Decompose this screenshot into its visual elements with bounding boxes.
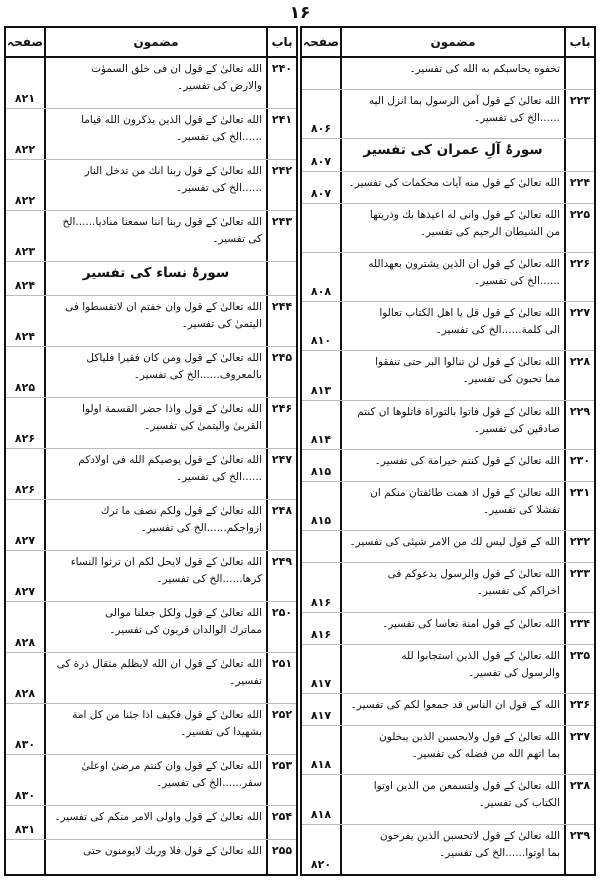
topic-text (340, 825, 564, 874)
topic-line: الله تعالیٰ كے قول ان الله لايظلم مثقال ذرة كی (56, 658, 262, 670)
page-ref: ۸۲۶ (14, 432, 36, 445)
topic-text (340, 726, 564, 774)
chapter-number: ۲۳۰ (564, 450, 594, 481)
page-ref: ۸۲۲ (14, 143, 36, 156)
topic-line: الله تعالیٰ كے قول والرسول يدعوكم فی (387, 568, 560, 581)
page-ref: ۸۰۷ (310, 154, 332, 168)
chapter-number: ۲۵۱ (266, 653, 296, 703)
page-ref: ۸۱۵ (310, 514, 332, 528)
topic-line: الله تعالیٰ كے قول واذا حضر القسمة اولوا (82, 403, 262, 415)
index-row (302, 775, 594, 824)
topic-line: الله تعالیٰ كے قول الذين يذكرون الله قياما (81, 114, 262, 126)
header-topic: مضمون (44, 28, 266, 56)
chapter-number: ۲۴۳ (266, 211, 296, 261)
topic-text (44, 109, 266, 159)
topic-line: سورۂ نساء كی تفسير (82, 265, 230, 281)
topic-line: الله تعالیٰ كے قول اذ همت طائفتان منكم ان (370, 487, 560, 500)
index-row (302, 694, 594, 726)
chapter-number: ۲۴۷ (266, 449, 296, 499)
page-ref: ۸۲۷ (14, 534, 36, 547)
index-row (302, 401, 594, 450)
page-ref (6, 840, 44, 874)
page-ref: ۸۱۵ (310, 465, 332, 479)
topic-text (44, 806, 266, 839)
chapter-number: ۲۴۹ (266, 551, 296, 601)
chapter-number: ۲۲۵ (564, 204, 594, 252)
topic-line: الله تعالیٰ كے قول وانی له اعيذها بك وذريتها (369, 208, 560, 221)
index-row (302, 726, 594, 775)
page-ref: ۸۱۷ (310, 677, 332, 691)
topic-line: مماترك الوالدان قربون كی تفسير۔ (109, 624, 262, 636)
topic-text (340, 694, 564, 725)
chapter-number: ۲۳۹ (564, 825, 594, 874)
topic-text (340, 302, 564, 350)
page-ref: ۸۳۱ (14, 823, 36, 836)
chapter-number: ۲۵۴ (266, 806, 296, 839)
index-row (6, 602, 296, 653)
index-row (6, 211, 296, 262)
chapter-number: ۲۳۶ (564, 694, 594, 725)
chapter-number (266, 262, 296, 295)
page-ref: ۸۳۰ (14, 789, 36, 802)
index-row (302, 482, 594, 531)
index-row (6, 58, 296, 109)
topic-text (340, 90, 564, 138)
chapter-number: ۲۵۳ (266, 755, 296, 805)
topic-line: بما اتهم الله من فضله كی تفسير۔ (411, 748, 560, 761)
topic-line: الله تعالیٰ كے قول فاتوا بالتوراة فاتلوها ان كنتم (357, 405, 560, 418)
index-row (302, 253, 594, 302)
chapter-number: ۲۴۵ (266, 347, 296, 397)
index-row (6, 296, 296, 347)
topic-text (340, 253, 564, 301)
topic-line: الله تعالیٰ كے قول واولی الامر منكم كی تفسير۔ (54, 811, 262, 823)
index-row (6, 653, 296, 704)
left-index-panel (4, 26, 298, 876)
topic-line: تفسير۔ (229, 675, 262, 687)
topic-line: سورۂ آلِ عمران كی تفسير (363, 142, 543, 159)
surah-heading-row (6, 262, 296, 296)
topic-line: والارض كی تفسير۔ (177, 80, 262, 92)
chapter-number: ۲۲۷ (564, 302, 594, 350)
topic-line: ......الخ كی تفسير۔ (473, 275, 560, 288)
index-row (6, 347, 296, 398)
chapter-number: ۲۲۳ (564, 90, 594, 138)
index-row (6, 551, 296, 602)
header-topic: مضمون (340, 28, 564, 56)
index-row (302, 825, 594, 874)
topic-text (44, 704, 266, 754)
topic-line: الله كے قول ان الناس قد جمعوا لكم كی تفسير۔ (350, 699, 560, 712)
page-ref: ۸۱۸ (310, 807, 332, 821)
index-row (302, 90, 594, 139)
page-ref (302, 204, 340, 252)
page-ref: ۸۲۵ (14, 381, 36, 394)
page-ref: ۸۲۱ (14, 92, 36, 105)
topic-line: بما اوتوا......الخ كی تفسير۔ (439, 846, 560, 859)
page-ref: ۸۱۰ (310, 334, 332, 348)
page-ref: ۸۱۴ (310, 432, 332, 446)
page-ref: ۸۲۴ (14, 330, 36, 343)
header-page: صفحہ (303, 35, 339, 49)
topic-text (44, 398, 266, 448)
chapter-number (564, 58, 594, 89)
topic-line: اليتمیٰ كی تفسير۔ (181, 318, 262, 330)
topic-text (340, 613, 564, 644)
topic-line: سفر......الخ كی تفسير۔ (156, 777, 262, 789)
topic-line: تفشلا كی تفسير۔ (482, 504, 560, 517)
topic-line: القربیٰ واليتمیٰ كی تفسير۔ (144, 420, 262, 432)
index-row (6, 398, 296, 449)
topic-text (44, 449, 266, 499)
topic-line: ......الخ كی تفسير۔ (473, 112, 560, 125)
page-ref: ۸۲۷ (14, 585, 36, 598)
topic-text (44, 296, 266, 346)
topic-line: الله تعالیٰ كے قول لن تنالوا البر حتی تنفقوا (375, 356, 560, 369)
chapter-number: ۲۳۲ (564, 531, 594, 562)
chapter-number: ۲۳۱ (564, 482, 594, 530)
topic-line: الله تعالیٰ كے قول ان فی خلق السموٰت (91, 63, 262, 75)
chapter-number: ۲۴۴ (266, 296, 296, 346)
chapter-number (564, 139, 594, 170)
index-row (302, 450, 594, 482)
topic-line: الله تعالیٰ كے قول ولايحسبن الذين يبخلون (379, 731, 560, 744)
right-rows (302, 58, 594, 874)
topic-line: ......الخ كی تفسير۔ (175, 131, 262, 143)
page-ref: ۸۲۰ (310, 857, 332, 871)
topic-line: الی كلمة......الخ كی تفسير۔ (435, 324, 560, 337)
topic-line: الله تعالیٰ كے قول ولكم نصف ما ترك (100, 505, 262, 517)
chapter-number: ۲۲۶ (564, 253, 594, 301)
topic-line: الله كے قول ليس لك من الامر شيئی كی تفسير۔ (349, 536, 560, 549)
chapter-number: ۲۴۶ (266, 398, 296, 448)
index-row (6, 160, 296, 211)
chapter-number: ۲۳۷ (564, 726, 594, 774)
index-row (6, 500, 296, 551)
topic-line: الكتاب كی تفسير۔ (478, 797, 560, 810)
page-ref: ۸۲۲ (14, 194, 36, 207)
topic-text (340, 482, 564, 530)
index-row (302, 302, 594, 351)
page-ref: ۸۲۳ (14, 245, 36, 258)
topic-line: الله تعالیٰ كے قول منه آيات محكمات كی تفسير۔ (348, 176, 560, 189)
topic-text (44, 160, 266, 210)
chapter-number: ۲۵۵ (266, 840, 296, 874)
topic-line: الله تعالیٰ كے قول ربنا اننا سمعنا مناديا......الخ (62, 216, 262, 228)
index-row (302, 531, 594, 563)
topic-line: الله تعالیٰ كے قول لاتحسبن الذين يفرحون (379, 829, 560, 842)
index-row (302, 563, 594, 612)
topic-text (44, 840, 266, 874)
topic-line: بشهيدا كی تفسير۔ (180, 726, 262, 738)
topic-text (340, 450, 564, 481)
chapter-number: ۲۲۸ (564, 351, 594, 399)
topic-text (44, 58, 266, 108)
topic-line: الله تعالیٰ كے قول ربنا انك من تدخل النار (84, 165, 262, 177)
topic-line: بالمعروف......الخ كی تفسير۔ (133, 369, 262, 381)
page-ref (302, 531, 340, 562)
chapter-number: ۲۴۲ (266, 160, 296, 210)
topic-line: الله تعالیٰ كے قول وان كنتم مرضیٰ اوعلیٰ (81, 760, 262, 772)
topic-line: الله تعالیٰ كے قول يوصيكم الله فی اولادكم (78, 454, 262, 466)
left-rows (6, 58, 296, 874)
topic-line: كی تفسير۔ (212, 233, 262, 245)
page-ref: ۸۱۳ (310, 383, 332, 397)
page-ref: ۸۱۶ (310, 595, 332, 609)
topic-text (340, 58, 564, 89)
topic-line: تخفوه يحاسبكم به الله كی تفسير۔ (409, 63, 560, 75)
surah-heading-row (302, 139, 594, 171)
header-chapter: باب (266, 28, 296, 56)
topic-text (44, 347, 266, 397)
index-row (302, 172, 594, 204)
index-row (302, 351, 594, 400)
topic-line: الله تعالیٰ كے قول آمن الرسول بما انزل اليه (369, 95, 560, 108)
topic-line: كرها......الخ كی تفسير۔ (156, 573, 262, 585)
topic-text (44, 653, 266, 703)
topic-line: الله تعالیٰ كے قول قل يا اهل الكتاب تعالوا (379, 307, 560, 320)
page-ref: ۸۲۴ (14, 279, 36, 292)
topic-line: الله تعالیٰ كے قول امنة نعاسا كی تفسير۔ (382, 617, 560, 630)
page-ref (302, 58, 340, 89)
index-row (302, 645, 594, 694)
topic-line: مما تحبون كی تفسير۔ (462, 373, 560, 386)
topic-line: الله تعالیٰ كے قول ولتسمعن من الذين اوتوا (373, 780, 560, 793)
topic-text (340, 563, 564, 611)
topic-line: الله تعالیٰ كے قول ومن كان فقيرا فلياكل (86, 352, 262, 364)
chapter-number: ۲۴۱ (266, 109, 296, 159)
topic-line: الله تعالیٰ كے قول ان الذين يشترون بعهدالله (368, 258, 560, 271)
topic-line: والرسول كی تفسير۔ (468, 666, 560, 679)
index-row (6, 840, 296, 874)
index-row (302, 204, 594, 253)
chapter-number: ۲۵۰ (266, 602, 296, 652)
index-row (6, 704, 296, 755)
page-ref: ۸۲۸ (14, 636, 36, 649)
index-row (302, 58, 594, 90)
topic-text (44, 755, 266, 805)
topic-line: ......الخ كی تفسير۔ (175, 182, 262, 194)
index-row (6, 449, 296, 500)
topic-line: الله تعالیٰ كے قول لايحل لكم ان ترثوا النساء (70, 556, 262, 568)
page-ref: ۸۱۷ (310, 709, 332, 723)
topic-text (340, 775, 564, 823)
topic-text (44, 602, 266, 652)
topic-text (44, 211, 266, 261)
chapter-number: ۲۳۸ (564, 775, 594, 823)
topic-line: الله تعالیٰ كے قول فلا وربك لايومنون حتی (83, 845, 262, 857)
chapter-number: ۲۳۵ (564, 645, 594, 693)
left-header-row (6, 28, 296, 58)
topic-line: الله تعالیٰ كے قول فكيف اذا جئنا من كل امة (72, 709, 262, 721)
index-row (6, 806, 296, 840)
topic-text (340, 531, 564, 562)
topic-line: صادقين كی تفسير۔ (473, 422, 560, 435)
topic-line: من الشيطان الرجيم كی تفسير۔ (419, 225, 560, 238)
right-index-panel (300, 26, 596, 876)
index-row (302, 613, 594, 645)
header-page: صفحہ (7, 35, 43, 49)
chapter-number: ۲۳۴ (564, 613, 594, 644)
topic-text (340, 645, 564, 693)
topic-text (44, 551, 266, 601)
topic-line: الله تعالیٰ كے قول كنتم خيرامة كی تفسير۔ (374, 454, 560, 467)
page-ref: ۸۲۶ (14, 483, 36, 496)
surah-heading (340, 139, 564, 170)
chapter-number: ۲۵۲ (266, 704, 296, 754)
topic-text (44, 500, 266, 550)
index-row (6, 109, 296, 160)
page-ref: ۸۱۸ (310, 758, 332, 772)
topic-line: اخراكم كی تفسير۔ (476, 585, 560, 598)
page-number: ۱۶ (289, 3, 311, 23)
topic-line: الله تعالیٰ كے قول الذين استجابوا لله (401, 649, 560, 662)
topic-line: الله تعالیٰ كے قول وان خفتم ان لاتقسطوا فی (65, 301, 262, 313)
page-ref: ۸۳۰ (14, 738, 36, 751)
topic-text (340, 401, 564, 449)
page-ref: ۸۰۶ (310, 122, 332, 136)
page-ref: ۸۰۷ (310, 186, 332, 200)
page-ref: ۸۲۸ (14, 687, 36, 700)
chapter-number: ۲۴۰ (266, 58, 296, 108)
chapter-number: ۲۳۳ (564, 563, 594, 611)
topic-text (340, 204, 564, 252)
index-row (6, 755, 296, 806)
topic-text (340, 351, 564, 399)
topic-line: ......الخ كی تفسير۔ (175, 471, 262, 483)
chapter-number: ۲۲۴ (564, 172, 594, 203)
right-header-row (302, 28, 594, 58)
topic-line: الله تعالیٰ كے قول ولكل جعلنا موالی (105, 607, 262, 619)
topic-line: ازواجكم......الخ كی تفسير۔ (140, 522, 262, 534)
chapter-number: ۲۴۸ (266, 500, 296, 550)
surah-heading (44, 262, 266, 295)
header-chapter: باب (564, 28, 594, 56)
chapter-number: ۲۲۹ (564, 401, 594, 449)
page-ref: ۸۱۶ (310, 627, 332, 641)
topic-text (340, 172, 564, 203)
page-ref: ۸۰۸ (310, 285, 332, 299)
